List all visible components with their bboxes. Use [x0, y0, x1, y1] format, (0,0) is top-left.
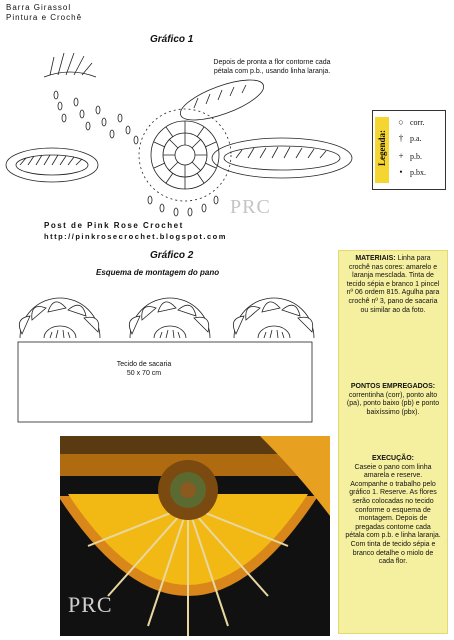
- pontos-section: [345, 383, 441, 417]
- legend-label: p.a.: [410, 133, 422, 143]
- legend-item-pb: [395, 151, 422, 161]
- legend-label: p.b.: [410, 151, 422, 161]
- header-subtitle: Pintura e Crochê: [6, 13, 83, 22]
- fabric-label: [96, 360, 192, 378]
- legend-item-pa: [395, 133, 422, 143]
- header-title: Barra Girassol: [6, 3, 72, 12]
- slip-stitch-symbol-icon: •: [399, 167, 403, 177]
- credit-url: http://pinkrosecrochet.blogspot.com: [44, 232, 227, 241]
- fabric-name: Tecido de sacaria: [116, 361, 172, 368]
- pontos-text: correntinha (corr), ponto alto (pa), ponto baixo (pb) e ponto baixíssimo (pbx).: [346, 391, 440, 416]
- grafico2-subtitle: Esquema de montagem do pano: [96, 268, 220, 277]
- single-crochet-symbol-icon: +: [398, 151, 404, 161]
- watermark-top: PRC: [230, 196, 271, 218]
- execucao-text: Caseie o pano com linha amarela e reserve. Acompanhe o trabalho pelo gráfico 1. Reserve. As flores serão colocadas no tecido conforme o esquema de montagem. Depois de pregadas contorne cada pétala com p.b. e linha laranja. Com tinta de tecido sépia e branco detalhe o miolo de cada flor.: [345, 463, 441, 566]
- double-crochet-symbol-icon: †: [398, 133, 404, 143]
- instructions-panel: [338, 250, 448, 634]
- page-header: [6, 3, 82, 23]
- materials-text: Linha para crochê nas cores: amarelo e laranja mesclada. Tinta de tecido sépia e branco 1 pincel nº 06 ordem 815. Agulha para crochê nº 3, pano de sacaria ou similar ao da foto.: [346, 255, 440, 314]
- legend-item-corr: [395, 117, 424, 127]
- materials-section: [345, 255, 441, 315]
- credit-title: Post de Pink Rose Crochet: [44, 221, 184, 230]
- execucao-section: [345, 455, 441, 567]
- pontos-heading: PONTOS EMPREGADOS:: [350, 383, 436, 390]
- legend-label: p.bx.: [410, 167, 426, 177]
- materials-heading: MATERIAIS:: [355, 255, 396, 262]
- credit-block: [44, 220, 227, 242]
- grafico1-note: Depois de pronta a flor contorne cada pétala com p.b., usando linha laranja.: [213, 59, 331, 75]
- legend-label: corr.: [410, 117, 425, 127]
- grafico1-title: Gráfico 1: [150, 34, 194, 45]
- assembly-diagram: [0, 280, 336, 430]
- chain-symbol-icon: ○: [398, 117, 404, 127]
- watermark-bottom: PRC: [68, 592, 113, 617]
- fabric-size: 50 x 70 cm: [126, 370, 162, 377]
- legend-item-pbx: [395, 167, 426, 177]
- legend-box: [372, 110, 446, 190]
- legend-title-bar: [375, 117, 389, 183]
- execucao-heading: EXECUÇÃO:: [371, 455, 414, 462]
- legend-title: Legenda:: [377, 130, 387, 166]
- grafico2-title: Gráfico 2: [150, 250, 194, 261]
